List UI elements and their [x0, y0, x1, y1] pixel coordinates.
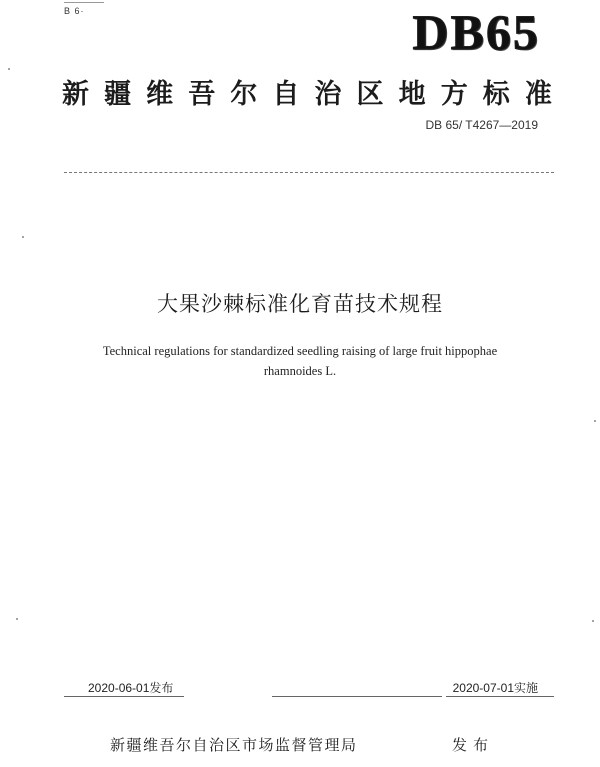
standard-type-char: 准 — [524, 79, 552, 110]
standard-type-char: 维 — [146, 79, 174, 110]
title-english-line2: rhamnoides L. — [263, 364, 337, 378]
header-top-line — [64, 2, 104, 3]
title-chinese: 大果沙棘标准化育苗技术规程 — [157, 292, 443, 316]
standard-type-char: 疆 — [104, 79, 132, 110]
standard-type-char: 新 — [62, 79, 89, 110]
title-english-line1: Technical regulations for standardized seedling raising of large fruit hippophae — [102, 344, 498, 358]
scan-speck — [8, 68, 10, 70]
standard-type-char: 自 — [272, 79, 300, 110]
scan-speck — [594, 420, 596, 422]
standard-type-char: 吾 — [188, 79, 216, 110]
footer-divider-left — [64, 696, 184, 697]
standard-type-char: 地 — [398, 79, 426, 110]
scan-speck — [16, 618, 18, 620]
scan-speck — [22, 236, 24, 238]
standard-type-char: 区 — [356, 79, 384, 110]
publish-date: 2020-06-01发布 — [88, 681, 174, 695]
footer-divider-middle — [272, 696, 442, 697]
standard-type-char: 方 — [440, 79, 468, 110]
issue-label: 发布 — [452, 736, 495, 754]
issuing-authority: 新疆维吾尔自治区市场监督管理局 — [110, 736, 358, 754]
standard-type-heading — [62, 80, 552, 110]
standard-type-char: 标 — [482, 79, 510, 110]
standard-number: DB 65/ T4267—2019 — [425, 118, 538, 132]
title-english — [40, 341, 560, 381]
header-divider — [64, 172, 554, 173]
footer-divider-right — [446, 696, 554, 697]
implement-date: 2020-07-01实施 — [452, 681, 538, 695]
scan-speck — [592, 620, 594, 622]
standard-logo: DB65 — [412, 4, 540, 60]
ics-code: B 6· — [64, 6, 85, 16]
standard-type-char: 尔 — [230, 79, 258, 110]
standard-type-char: 治 — [314, 79, 342, 110]
